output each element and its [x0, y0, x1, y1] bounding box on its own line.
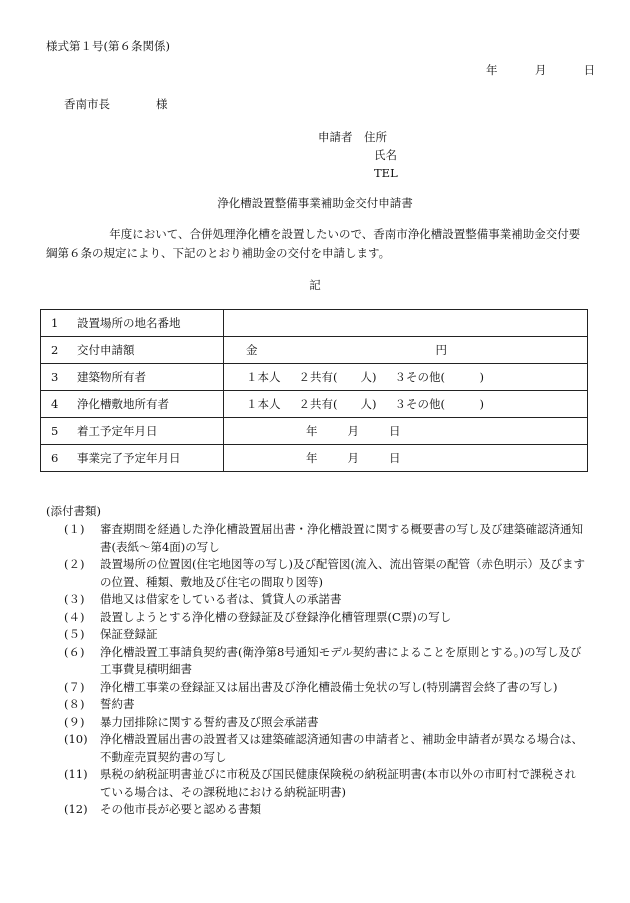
list-item — [64, 644, 586, 679]
item-number: (７) — [64, 679, 85, 694]
body-paragraph: 年度において、合併処理浄化槽を設置したいので、香南市浄化槽設置整備事業補助金交付要綱第６条の規定により、下記のとおり補助金の交付を申請します。 — [46, 227, 581, 260]
applicant-block — [318, 128, 398, 182]
honorific: 様 — [156, 97, 168, 111]
item-text: 浄化槽設置工事請負契約書(衛浄第8号通知モデル契約書によることを原則とする。)の写し及び工事費見積明細書 — [100, 644, 582, 676]
start-date-field[interactable] — [224, 418, 588, 445]
date-month: 月 — [534, 63, 547, 77]
item-text: 審査期間を経過した浄化槽設置届出書・浄化槽設置に関する概要書の写し及び建築確認済通知書(表紙～第4面)の写し — [100, 522, 583, 554]
item-number: (８) — [64, 697, 85, 711]
item-number: (３) — [64, 592, 85, 606]
row-label — [41, 364, 224, 391]
list-item — [64, 521, 586, 556]
applicant-name-label: 氏名 — [374, 148, 397, 162]
row-label-text: 事業完了予定年月日 — [77, 451, 181, 465]
option-joint[interactable]: ２共有( 人) — [298, 397, 377, 411]
row-label — [41, 310, 224, 337]
location-field[interactable] — [224, 310, 588, 337]
list-item — [64, 591, 586, 609]
item-text: 県税の納税証明書並びに市税及び国民健康保険税の納税証明書(本市以外の市町村で課税されている場合は、その課税地における納税証明書) — [100, 767, 576, 799]
row-number: 2 — [51, 343, 59, 357]
row-label-text: 着工予定年月日 — [77, 424, 158, 438]
row-label-text: 浄化槽敷地所有者 — [77, 397, 169, 411]
item-text: 浄化槽設置届出書の設置者又は建築確認済通知書の申請者と、補助金申請者が異なる場合は、不動産売買契約書の写し — [100, 732, 583, 764]
item-number: (12) — [64, 802, 88, 816]
list-item — [64, 731, 586, 766]
row-label-text: 建築物所有者 — [77, 370, 146, 384]
item-number: (９) — [64, 714, 85, 729]
row-number: 5 — [51, 424, 59, 438]
option-other[interactable]: ３その他( ) — [394, 370, 484, 384]
date-day: 日 — [389, 424, 401, 438]
date-year: 年 — [306, 424, 318, 438]
list-item — [64, 626, 586, 644]
list-item — [64, 679, 586, 697]
table-row — [41, 337, 588, 364]
item-number: (２) — [64, 557, 85, 571]
option-joint[interactable]: ２共有( 人) — [298, 370, 377, 384]
list-item — [64, 556, 586, 591]
item-text: 設置しようとする浄化槽の登録証及び登録浄化槽管理票(C票)の写し — [100, 609, 452, 624]
row-number: 4 — [51, 397, 59, 411]
yen-prefix: 金 — [246, 343, 258, 357]
row-label — [41, 445, 224, 472]
item-number: (10) — [64, 732, 88, 746]
applicant-role: 申請者 — [318, 130, 353, 144]
table-row — [41, 445, 588, 472]
application-table — [40, 309, 588, 472]
row-number: 3 — [51, 370, 59, 384]
table-row — [41, 364, 588, 391]
item-text: その他市長が必要と認める書類 — [100, 802, 261, 816]
item-text: 誓約書 — [100, 697, 135, 711]
item-text: 暴力団排除に関する誓約書及び照会承諾書 — [100, 714, 319, 729]
table-row — [41, 310, 588, 337]
applicant-tel-label: TEL — [374, 166, 398, 180]
form-number: 様式第１号(第６条関係) — [46, 39, 170, 53]
item-number: (４) — [64, 609, 85, 624]
row-label — [41, 418, 224, 445]
table-row — [41, 418, 588, 445]
addressee-name: 香南市長 — [64, 97, 110, 111]
list-item — [64, 609, 586, 627]
amount-field[interactable] — [224, 337, 588, 364]
row-number: 1 — [51, 316, 59, 330]
site-owner-field[interactable] — [224, 391, 588, 418]
list-item — [64, 766, 586, 801]
option-other[interactable]: ３その他( ) — [394, 397, 484, 411]
item-text: 保証登録証 — [100, 627, 158, 641]
date-year: 年 — [486, 63, 498, 77]
date-year: 年 — [306, 451, 318, 465]
yen-suffix: 円 — [435, 343, 447, 357]
addressee — [64, 96, 168, 112]
row-label — [41, 337, 224, 364]
table-row — [41, 391, 588, 418]
row-label-text: 交付申請額 — [77, 343, 135, 357]
date-line — [486, 62, 595, 78]
date-month: 月 — [347, 451, 359, 465]
list-item — [64, 696, 586, 714]
row-number: 6 — [51, 451, 59, 465]
item-number: (１) — [64, 522, 85, 536]
row-label — [41, 391, 224, 418]
option-self[interactable]: １本人 — [246, 370, 281, 384]
attachments-list — [64, 521, 586, 819]
list-item — [64, 714, 586, 732]
option-self[interactable]: １本人 — [246, 397, 281, 411]
completion-date-field[interactable] — [224, 445, 588, 472]
applicant-address-label: 住所 — [364, 130, 387, 144]
date-day: 日 — [389, 451, 401, 465]
item-number: (５) — [64, 627, 85, 641]
date-day: 日 — [583, 63, 596, 77]
item-text: 浄化槽工事業の登録証又は届出書及び浄化槽設備士免状の写し(特別講習会終了書の写し) — [100, 679, 558, 694]
item-number: (11) — [64, 767, 88, 781]
item-number: (６) — [64, 644, 85, 659]
attachments-heading: (添付書類) — [46, 504, 101, 518]
ki-marker: 記 — [309, 278, 321, 292]
item-text: 借地又は借家をしている者は、賃貸人の承諾書 — [100, 592, 342, 606]
date-month: 月 — [347, 424, 359, 438]
row-label-text: 設置場所の地名番地 — [77, 316, 181, 330]
item-text: 設置場所の位置図(住宅地図等の写し)及び配管図(流入、流出管渠の配管（赤色明示）及びますの位置、種類、敷地及び住宅の間取り図等) — [100, 557, 585, 589]
document-title: 浄化槽設置整備事業補助金交付申請書 — [217, 196, 413, 210]
list-item — [64, 801, 586, 819]
building-owner-field[interactable] — [224, 364, 588, 391]
